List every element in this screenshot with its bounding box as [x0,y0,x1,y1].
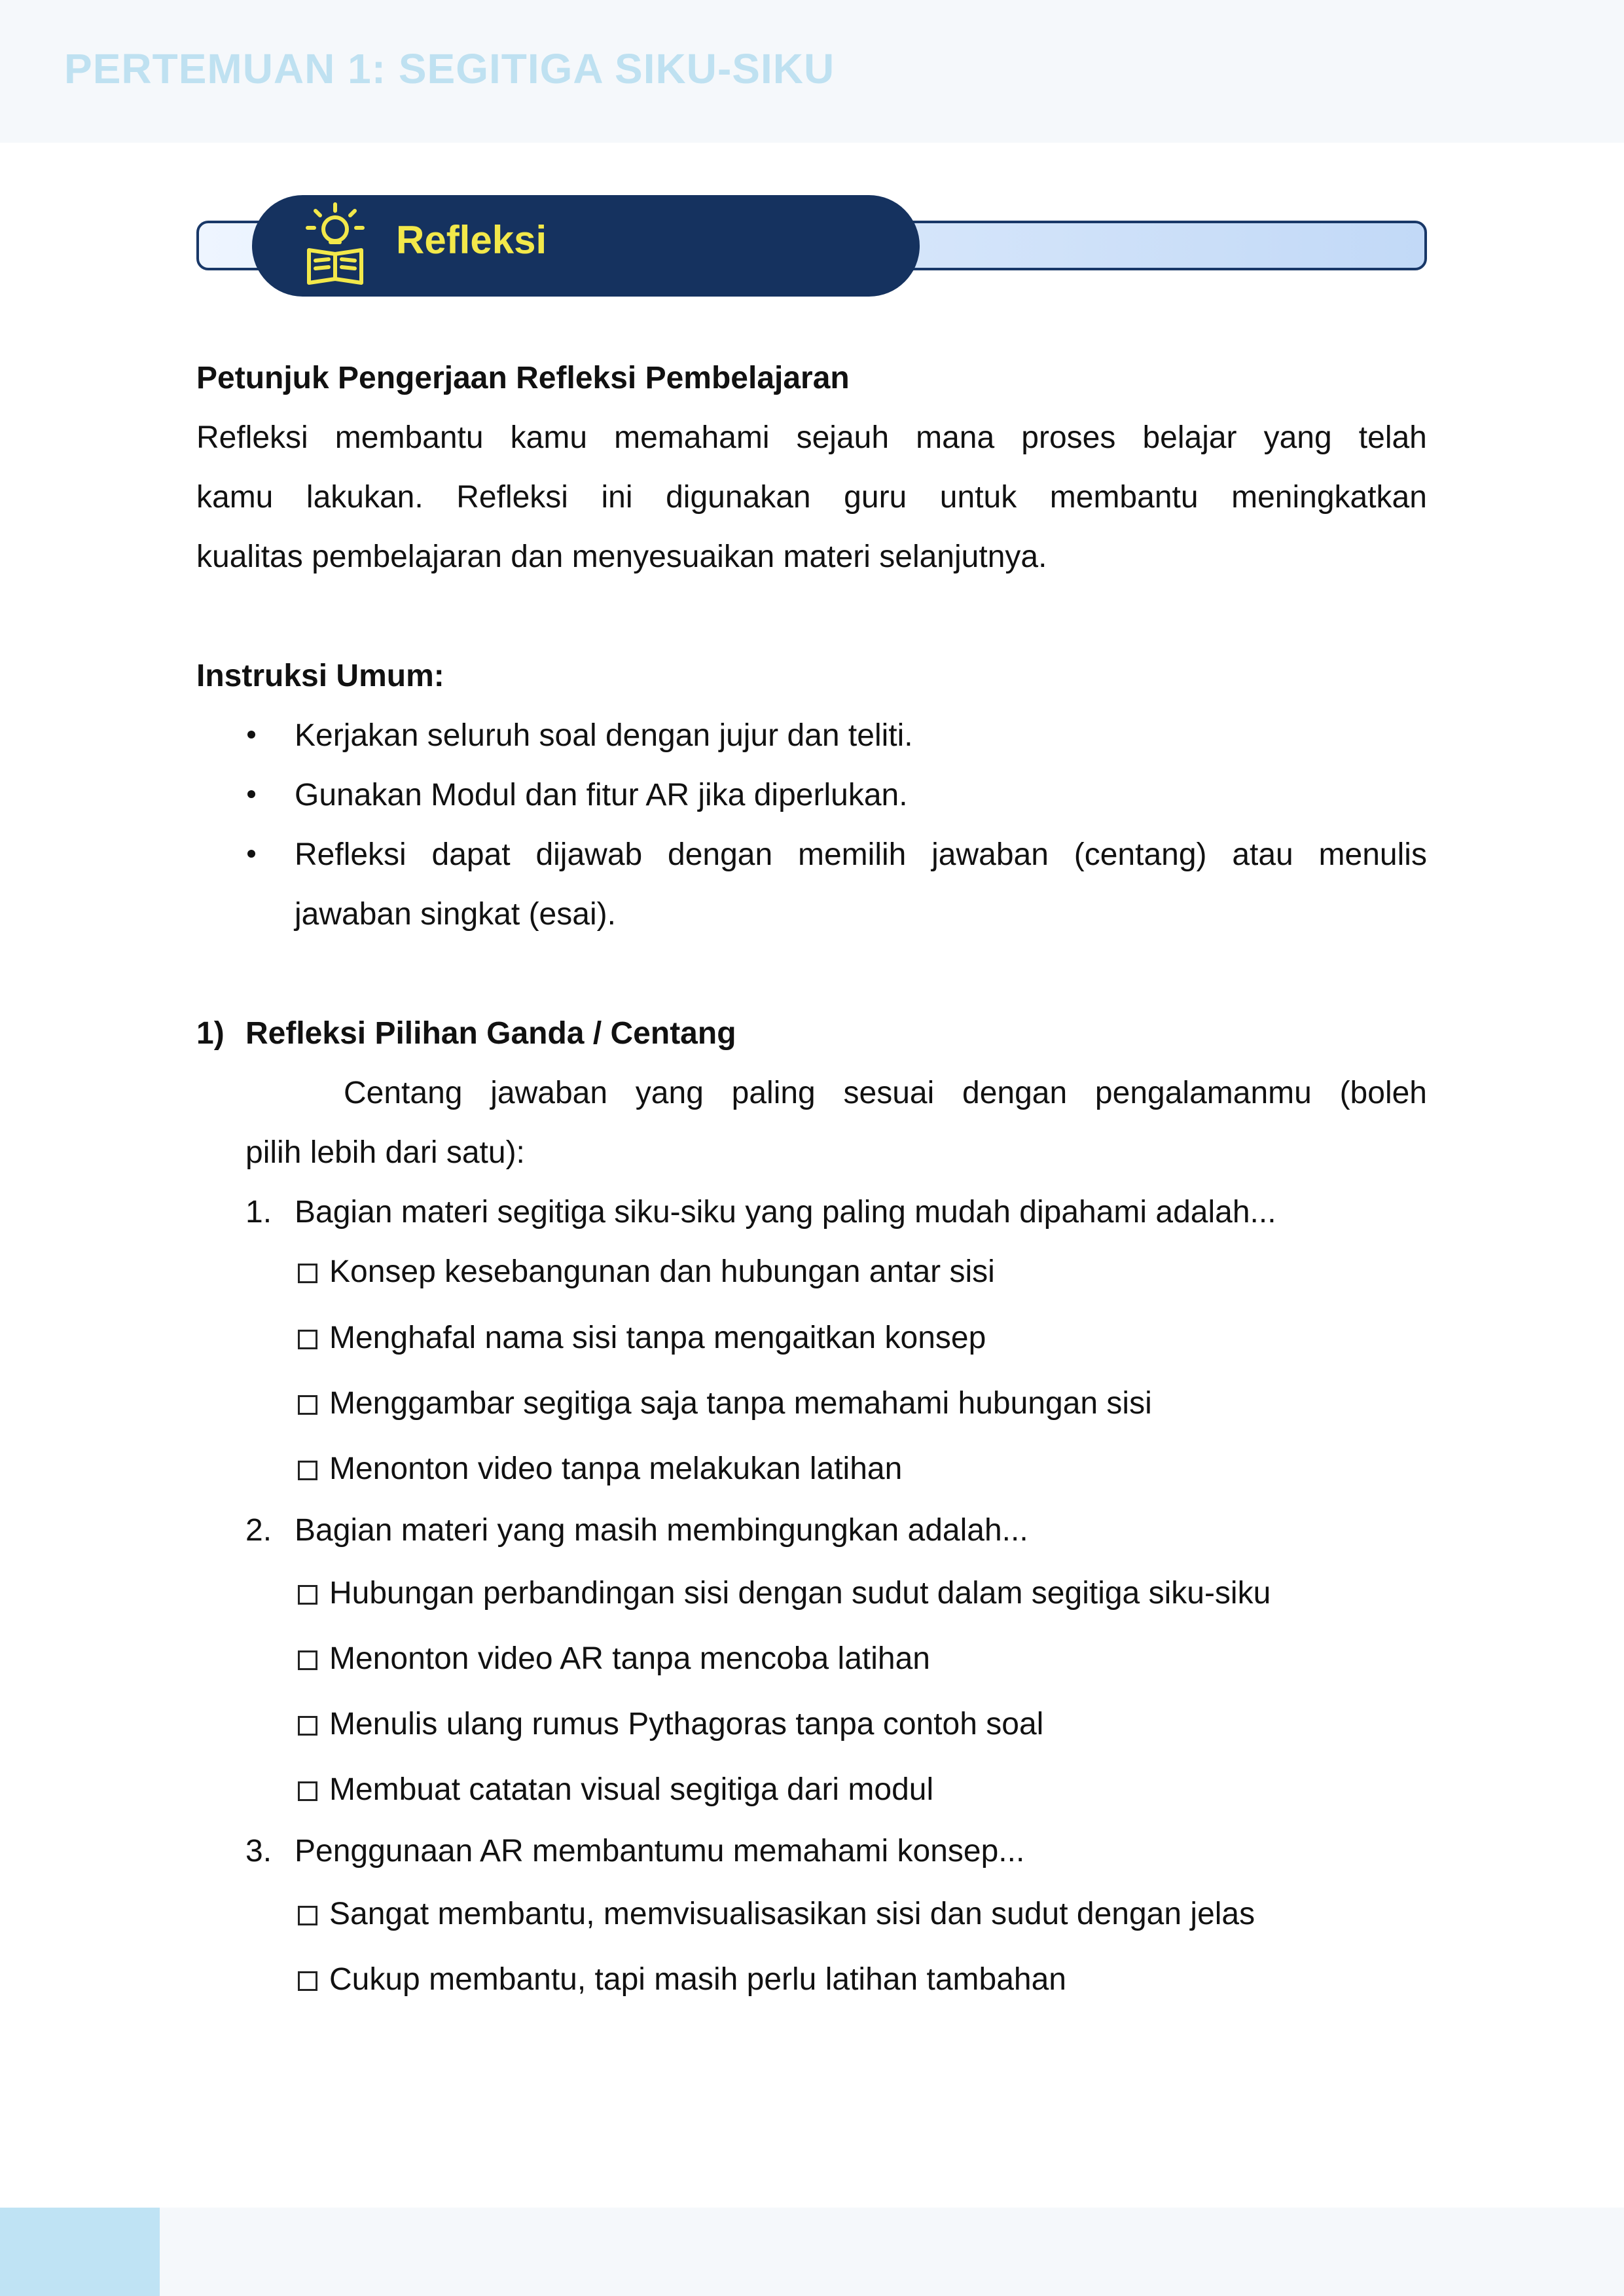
bullet-dot [247,850,255,858]
checkbox-option[interactable]: Konsep kesebangunan dan hubungan antar sisi [298,1242,995,1302]
section-number: 1) [196,1016,225,1051]
checkbox-icon[interactable] [298,1330,317,1349]
checkbox-option[interactable]: Menonton video AR tanpa mencoba latihan [298,1629,930,1688]
checkbox-icon[interactable] [298,1716,317,1736]
instruksi-heading: Instruksi Umum: [196,659,444,693]
checkbox-option[interactable]: Membuat catatan visual segitiga dari modul [298,1760,933,1819]
checkbox-option[interactable]: Hubungan perbandingan sisi dengan sudut dalam segitiga siku-siku [298,1563,1271,1623]
section-intro-line-2: pilih lebih dari satu): [245,1135,525,1170]
checkbox-option[interactable]: Menghafal nama sisi tanpa mengaitkan konsep [298,1308,986,1368]
checkbox-option[interactable]: Sangat membantu, memvisualisasikan sisi dan sudut dengan jelas [298,1884,1255,1944]
question-text: Bagian materi segitiga siku-siku yang paling mudah dipahami adalah... [295,1195,1276,1230]
lightbulb-book-icon [302,202,368,287]
question-number: 3. [245,1834,272,1868]
question-number: 1. [245,1195,272,1230]
bullet-dot [247,731,255,738]
section-intro-line-1: Centang jawaban yang paling sesuai dengan pengalamanmu (boleh [344,1076,1427,1110]
question-text: Bagian materi yang masih membingungkan adalah... [295,1513,1028,1548]
checkbox-icon[interactable] [298,1264,317,1283]
instruksi-bullet-3-line-2: jawaban singkat (esai). [295,897,616,932]
page-header-title: PERTEMUAN 1: SEGITIGA SIKU-SIKU [64,45,835,92]
section-banner-title: Refleksi [396,218,547,262]
petunjuk-paragraph-line-3: kualitas pembelajaran dan menyesuaikan materi selanjutnya. [196,539,1047,574]
checkbox-option[interactable]: Menulis ulang rumus Pythagoras tanpa contoh soal [298,1694,1043,1754]
checkbox-option[interactable]: Cukup membantu, tapi masih perlu latihan tambahan [298,1950,1066,2009]
section-title: Refleksi Pilihan Ganda / Centang [245,1016,736,1051]
question-number: 2. [245,1513,272,1548]
checkbox-icon[interactable] [298,1650,317,1670]
petunjuk-paragraph-line-2: kamu lakukan. Refleksi ini digunakan guru untuk membantu meningkatkan [196,480,1427,515]
footer-band [0,2208,1624,2296]
checkbox-option[interactable]: Menggambar segitiga saja tanpa memahami hubungan sisi [298,1374,1152,1433]
petunjuk-heading: Petunjuk Pengerjaan Refleksi Pembelajaran [196,361,850,395]
instruksi-bullet-2: Gunakan Modul dan fitur AR jika diperlukan. [295,778,908,812]
question-text: Penggunaan AR membantumu memahami konsep... [295,1834,1025,1868]
instruksi-bullet-3-line-1: Refleksi dapat dijawab dengan memilih jawaban (centang) atau menulis [295,837,1427,872]
checkbox-option[interactable]: Menonton video tanpa melakukan latihan [298,1439,902,1499]
checkbox-icon[interactable] [298,1461,317,1480]
petunjuk-paragraph-line-1: Refleksi membantu kamu memahami sejauh mana proses belajar yang telah [196,420,1427,455]
checkbox-icon[interactable] [298,1781,317,1801]
instruksi-bullet-1: Kerjakan seluruh soal dengan jujur dan teliti. [295,718,913,753]
checkbox-icon[interactable] [298,1585,317,1605]
checkbox-icon[interactable] [298,1971,317,1991]
page-number-tab [0,2208,160,2296]
checkbox-icon[interactable] [298,1395,317,1415]
bullet-dot [247,790,255,798]
checkbox-icon[interactable] [298,1906,317,1925]
